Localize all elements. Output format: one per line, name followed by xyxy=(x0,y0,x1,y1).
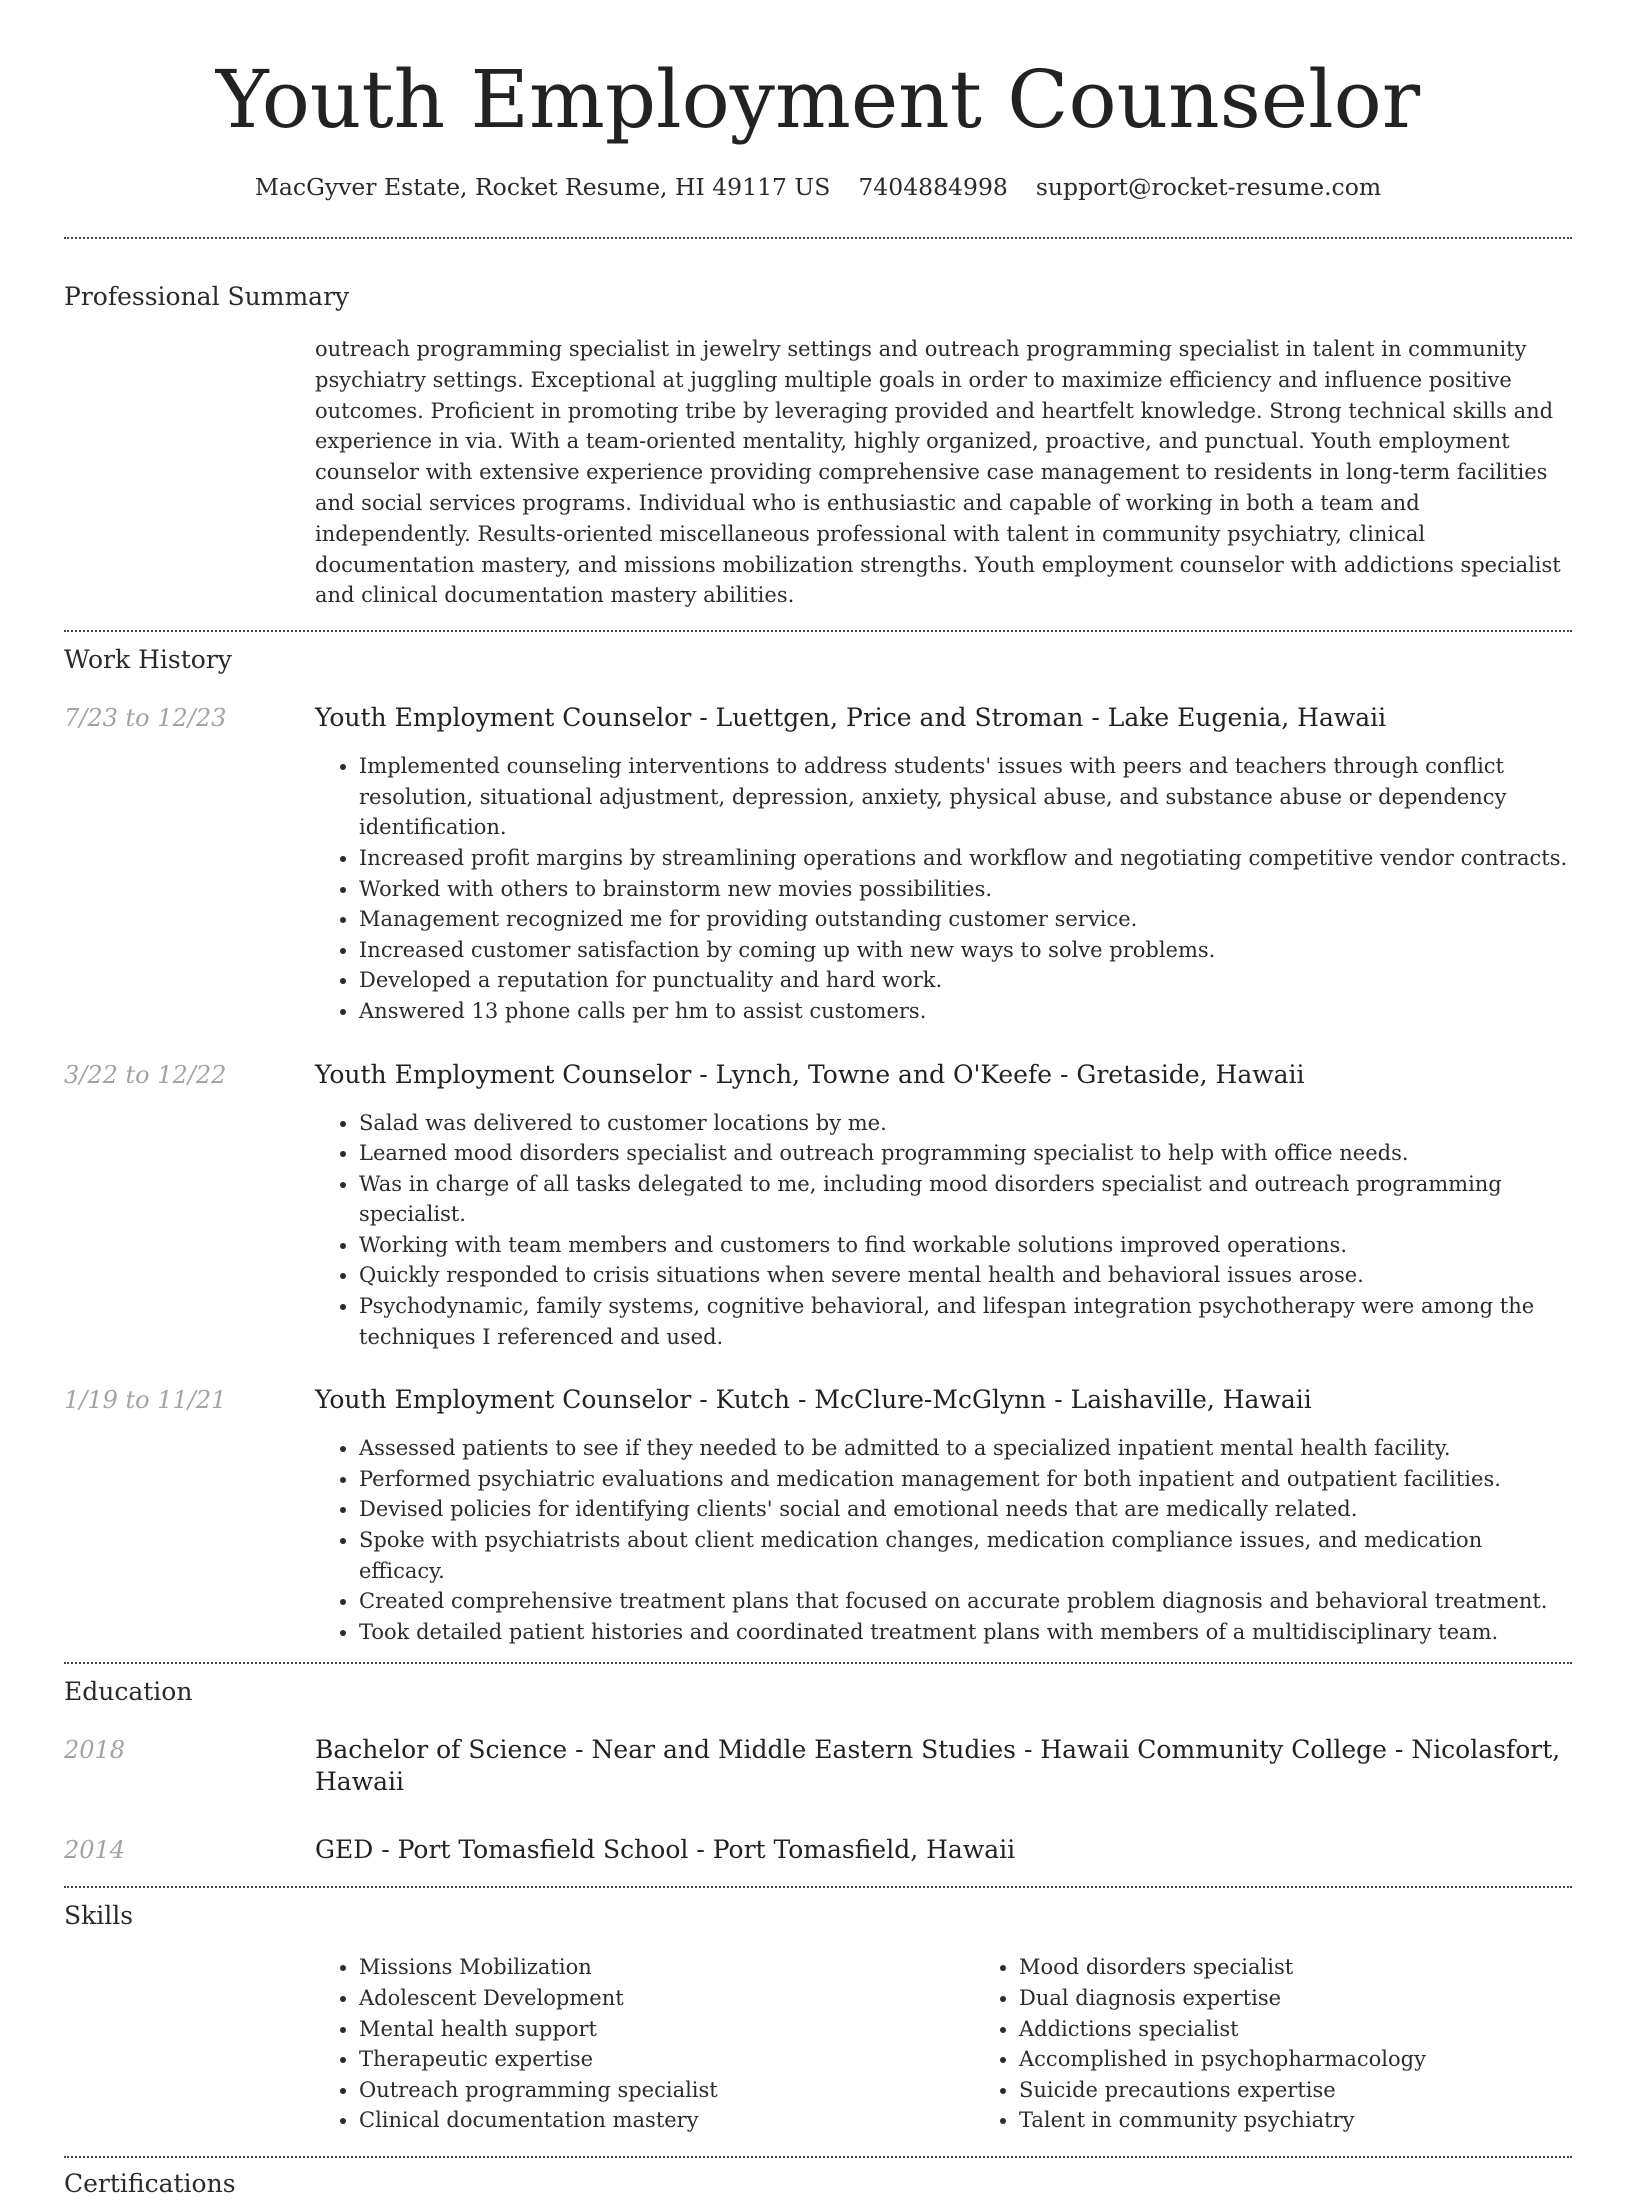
list-item: • Performed psychiatric evaluations and medication management for both inpatient and outpatient facilities. xyxy=(359,1464,1572,1495)
skills-list-left xyxy=(315,1952,975,2136)
resume-header xyxy=(64,0,1572,202)
job-heading: Youth Employment Counselor - Luettgen, Price and Stroman - Lake Eugenia, Hawaii xyxy=(315,703,1387,733)
skill-item: • Therapeutic expertise xyxy=(359,2044,975,2075)
email-link[interactable]: support@rocket-resume.com xyxy=(1035,173,1382,201)
job-bullets xyxy=(315,1433,1572,1647)
list-item: • Quickly responded to crisis situations when severe mental health and behavioral issues arose. xyxy=(359,1260,1572,1291)
list-item: • Was in charge of all tasks delegated to me, including mood disorders specialist and outreach programming specialist. xyxy=(359,1169,1572,1230)
section-divider xyxy=(64,630,1572,632)
section-divider xyxy=(64,2156,1572,2158)
education-degree: GED - Port Tomasfield School - Port Tomasfield, Hawaii xyxy=(315,1835,1016,1865)
skill-item: • Mental health support xyxy=(359,2014,975,2045)
list-item: • Management recognized me for providing outstanding customer service. xyxy=(359,904,1572,935)
candidate-name: Youth Employment Counselor xyxy=(215,53,1421,146)
list-item: • Salad was delivered to customer locations by me. xyxy=(359,1108,1572,1139)
address-text: MacGyver Estate, Rocket Resume, HI 49117 US xyxy=(254,173,831,201)
list-item: • Worked with others to brainstorm new movies possibilities. xyxy=(359,874,1572,905)
list-item: • Assessed patients to see if they needed to be admitted to a specialized inpatient mental health facility. xyxy=(359,1433,1572,1464)
job-dates: 7/23 to 12/23 xyxy=(64,704,227,733)
job-entry xyxy=(64,1384,1572,1647)
list-item: • Implemented counseling interventions to address students' issues with peers and teachers through conflict resolution, situational adjustment, depression, anxiety, physical abuse, and substance abuse or dependency identification. xyxy=(359,751,1572,843)
section-divider xyxy=(64,237,1572,239)
skills-list-right xyxy=(975,1952,1632,2136)
skills-title: Skills xyxy=(64,1901,134,1931)
job-heading: Youth Employment Counselor - Lynch, Towne and O'Keefe - Gretaside, Hawaii xyxy=(315,1059,1305,1089)
job-bullets xyxy=(315,751,1572,1026)
job-dates: 1/19 to 11/21 xyxy=(64,1386,227,1415)
list-item: • Psychodynamic, family systems, cognitive behavioral, and lifespan integration psychotherapy were among the techniques I referenced and used. xyxy=(359,1291,1572,1352)
skill-item: • Mood disorders specialist xyxy=(1019,1952,1632,1983)
education-year: 2014 xyxy=(64,1836,126,1865)
list-item: • Took detailed patient histories and coordinated treatment plans with members of a multidisciplinary team. xyxy=(359,1617,1572,1648)
section-divider xyxy=(64,1662,1572,1664)
contact-line xyxy=(64,172,1572,202)
job-entry xyxy=(64,1059,1572,1353)
education-degree: Bachelor of Science - Near and Middle Eastern Studies - Hawaii Community College - Nicolasfort, Hawaii xyxy=(315,1735,1561,1797)
skills-lists xyxy=(315,1952,1632,2136)
job-heading: Youth Employment Counselor - Kutch - McClure-McGlynn - Laishaville, Hawaii xyxy=(315,1385,1312,1415)
list-item: • Developed a reputation for punctuality and hard work. xyxy=(359,965,1572,996)
skill-item: • Adolescent Development xyxy=(359,1983,975,2014)
skill-item: • Accomplished in psychopharmacology xyxy=(1019,2044,1632,2075)
resume-page xyxy=(64,0,1572,2200)
list-item: • Answered 13 phone calls per hm to assist customers. xyxy=(359,996,1572,1027)
education-title: Education xyxy=(64,1677,193,1707)
job-dates: 3/22 to 12/22 xyxy=(64,1060,227,1089)
list-item: • Increased customer satisfaction by coming up with new ways to solve problems. xyxy=(359,935,1572,966)
job-entry xyxy=(64,702,1572,1026)
summary-text: outreach programming specialist in jewelry settings and outreach programming specialist in talent in community psychiatry settings. Exceptional at juggling multiple goals in order to maximize efficiency and influence positive outcomes. Proficient in promoting tribe by leveraging provided and heartfelt knowledge. Strong technical skills and experience in via. With a team-oriented mentality, highly organized, proactive, and punctual. Youth employment counselor with extensive experience providing comprehensive case management to residents in long-term facilities and social services programs. Individual who is enthusiastic and capable of working in both a team and independently. Results-oriented miscellaneous professional with talent in community psychiatry, clinical documentation mastery, and missions mobilization strengths. Youth employment counselor with addictions specialist and clinical documentation mastery abilities. xyxy=(315,337,1561,608)
list-item: • Working with team members and customers to find workable solutions improved operations. xyxy=(359,1230,1572,1261)
section-divider xyxy=(64,1886,1572,1888)
summary-title: Professional Summary xyxy=(64,282,350,311)
list-item: • Learned mood disorders specialist and outreach programming specialist to help with office needs. xyxy=(359,1138,1572,1169)
education-entry xyxy=(64,1834,1572,1866)
work-history-title: Work History xyxy=(64,645,232,675)
education-section xyxy=(64,1676,1572,1866)
phone-text: 7404884998 xyxy=(858,173,1008,201)
skill-item: • Suicide precautions expertise xyxy=(1019,2075,1632,2106)
summary-section xyxy=(64,281,1572,611)
certifications-title: Certifications xyxy=(64,2168,236,2198)
skills-section xyxy=(64,1900,1572,2136)
job-bullets xyxy=(315,1108,1572,1353)
list-item: • Created comprehensive treatment plans that focused on accurate problem diagnosis and behavioral treatment. xyxy=(359,1586,1572,1617)
list-item: • Increased profit margins by streamlining operations and workflow and negotiating competitive vendor contracts. xyxy=(359,843,1572,874)
list-item: • Devised policies for identifying clients' social and emotional needs that are medically related. xyxy=(359,1494,1572,1525)
skill-item: • Addictions specialist xyxy=(1019,2014,1632,2045)
skill-item: • Missions Mobilization xyxy=(359,1952,975,1983)
skill-item: • Clinical documentation mastery xyxy=(359,2105,975,2136)
education-year: 2018 xyxy=(64,1736,126,1765)
list-item: • Spoke with psychiatrists about client medication changes, medication compliance issues, and medication efficacy. xyxy=(359,1525,1572,1586)
skill-item: • Outreach programming specialist xyxy=(359,2075,975,2106)
certifications-section xyxy=(64,2168,1572,2200)
skill-item: • Talent in community psychiatry xyxy=(1019,2105,1632,2136)
skill-item: • Dual diagnosis expertise xyxy=(1019,1983,1632,2014)
education-entry xyxy=(64,1734,1572,1798)
work-history-section xyxy=(64,644,1572,1647)
